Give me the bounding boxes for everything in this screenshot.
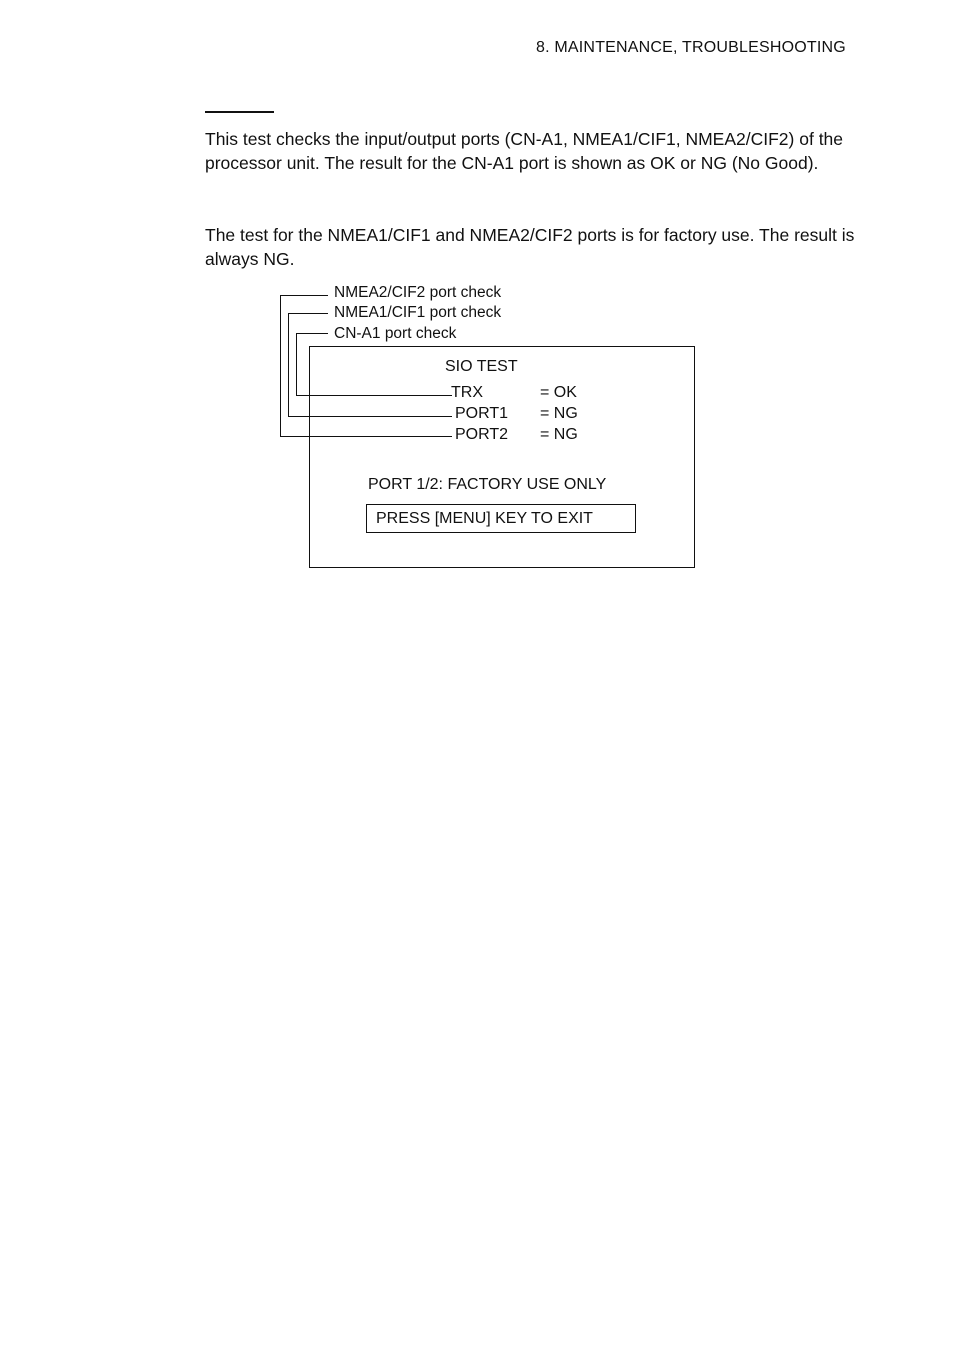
leader-line-port2 bbox=[281, 296, 453, 437]
row-port1-value: = NG bbox=[540, 405, 578, 422]
row-port2-label: PORT2 bbox=[455, 426, 509, 443]
leader-line-port1 bbox=[289, 314, 453, 417]
page-header: 8. MAINTENANCE, TROUBLESHOOTING bbox=[536, 39, 846, 56]
callout-nmea1-port-check: NMEA1/CIF1 port check bbox=[334, 304, 502, 321]
leader-line-trx bbox=[297, 334, 453, 396]
callout-cna1-port-check: CN-A1 port check bbox=[334, 325, 457, 342]
paragraph-port-description: This test checks the input/output ports (CN-A1, NMEA1/CIF1, NMEA2/CIF2) of the processor unit. The result for the CN-A1 port is shown as OK or NG (No Good). bbox=[205, 129, 844, 173]
row-port1-label: PORT1 bbox=[455, 405, 509, 422]
row-port2-value: = NG bbox=[540, 426, 578, 443]
row-trx-label: TRX bbox=[451, 384, 483, 401]
screen-title: SIO TEST bbox=[445, 358, 518, 375]
row-trx-value: = OK bbox=[540, 384, 577, 401]
paragraph-factory-use: The test for the NMEA1/CIF1 and NMEA2/CIF2 ports is for factory use. The result is always NG. bbox=[205, 225, 855, 269]
exit-instruction-text: PRESS [MENU] KEY TO EXIT bbox=[376, 510, 593, 527]
factory-use-note: PORT 1/2: FACTORY USE ONLY bbox=[368, 476, 607, 493]
callout-nmea2-port-check: NMEA2/CIF2 port check bbox=[334, 284, 502, 301]
